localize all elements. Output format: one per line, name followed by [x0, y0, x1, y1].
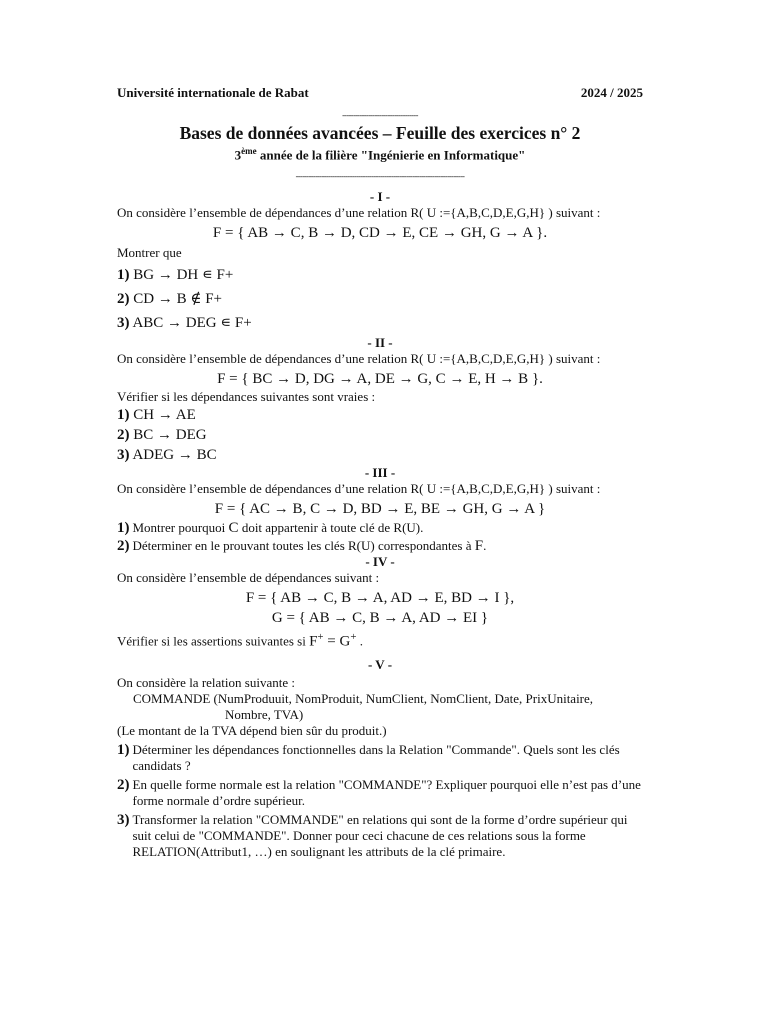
item-text: CH → AE	[133, 407, 196, 424]
academic-year: 2024 / 2025	[580, 85, 643, 100]
item-number: 2)	[117, 291, 130, 308]
exercise-1-intro: On considère l’ensemble de dépendances d’une relation R( U :={A,B,C,D,E,G,H} ) suivant :	[117, 205, 601, 221]
item-text	[133, 538, 644, 554]
separator-long: ------------------------------------------------------------------------------	[295, 172, 465, 182]
item-text-c: doit appartenir à toute clé de R(U).	[238, 520, 424, 536]
item-number: 1)	[117, 741, 130, 758]
item-text: Transformer la relation "COMMANDE" en relations qui sont de la forme d’ordre supérieur qui suit celui de "COMMANDE". Donner pour ceci chacune de ces relations sous la forme RELATION(Attribut1, …) en soulignant les attributs de la clé primaire.	[132, 811, 628, 859]
exercise-2-title: - II -	[367, 335, 393, 351]
item-number: 1)	[117, 267, 130, 284]
exercise-1-item-2	[117, 287, 643, 311]
exercise-1-item-3	[117, 311, 643, 335]
exercise-5-note: (Le montant de la TVA dépend bien sûr du produit.)	[117, 722, 387, 738]
item-text: En quelle forme normale est la relation "COMMANDE"? Expliquer pourquoi elle n’est pas d’une forme normale d’ordre supérieur.	[132, 776, 641, 808]
assertion-f: F	[309, 633, 318, 650]
header	[117, 84, 643, 102]
exercise-4	[117, 554, 643, 649]
item-number: 2)	[117, 776, 130, 793]
exercise-3-item-1	[117, 520, 643, 536]
item-text: BG → DH ∊ F+	[133, 267, 234, 284]
item-text: CD → B ∉ F+	[133, 291, 222, 308]
item-number: 2)	[117, 538, 130, 555]
exercise-2-formula: F = { BC → D, DG → A, DE → G, C → E, H → B }.	[217, 371, 543, 388]
item-number: 1)	[117, 520, 130, 537]
assertion-end: .	[356, 633, 363, 649]
relation-line-2: Nombre, TVA)	[225, 706, 304, 722]
exercise-5-intro: On considère la relation suivante :	[117, 674, 295, 690]
exercise-4-intro: On considère l’ensemble de dépendances suivant :	[117, 570, 380, 586]
assertion-g: = G	[323, 633, 351, 650]
exercise-5-item-3	[117, 812, 643, 860]
assertion-text: Vérifier si les assertions suivantes si	[117, 633, 310, 649]
exercise-2-item-1	[117, 405, 643, 425]
exercise-4-formula-f: F = { AB → C, B → A, AD → E, BD → I },	[245, 590, 515, 607]
exercise-2-item-2	[117, 425, 643, 445]
item-text-a: Déterminer en le prouvant toutes les clés R(U) correspondantes à	[132, 538, 475, 554]
page-subtitle	[117, 143, 643, 163]
separator-short: -----------------------------------	[342, 111, 418, 120]
exercise-3-item-2	[117, 538, 643, 554]
exercise-5-item-2	[117, 777, 643, 809]
item-number: 2)	[117, 427, 130, 444]
item-text: ABC → DEG ∊ F+	[132, 315, 252, 332]
item-number: 1)	[117, 407, 130, 424]
exercise-1-formula: F = { AB → C, B → D, CD → E, CE → GH, G → A }.	[212, 225, 548, 242]
exercise-4-title: - IV -	[365, 554, 395, 570]
page-title: Bases de données avancées – Feuille des exercices n° 2	[179, 123, 581, 143]
item-text-c: .	[483, 538, 487, 554]
subtitle-year: 3	[234, 147, 242, 163]
exercise-3-formula: F = { AC → B, C → D, BD → E, BE → GH, G → A }	[214, 501, 546, 518]
exercise-1	[117, 189, 643, 335]
exercise-5-title: - V -	[367, 656, 393, 672]
exercise-3-intro: On considère l’ensemble de dépendances d’une relation R( U :={A,B,C,D,E,G,H} ) suivant :	[117, 481, 601, 497]
item-text: ADEG → BC	[132, 447, 217, 464]
exercise-2-item-3	[117, 445, 643, 465]
exercise-2-intro: On considère l’ensemble de dépendances d’une relation R( U :={A,B,C,D,E,G,H} ) suivant :	[117, 351, 601, 367]
assertion-f-plus: +	[317, 631, 324, 644]
exercise-3-title: - III -	[364, 465, 396, 481]
exercise-4-assertion	[117, 629, 643, 649]
item-text: BC → DEG	[133, 427, 207, 444]
item-number: 3)	[117, 447, 130, 464]
exercise-5	[117, 657, 643, 860]
relation-line-1: COMMANDE (NumProduuit, NomProduit, NumClient, NomClient, Date, PrixUnitaire,	[133, 690, 594, 706]
exercise-1-title: - I -	[369, 189, 391, 205]
item-text: Déterminer les dépendances fonctionnelles dans la Relation "Commande". Quels sont les clés candidats ?	[132, 741, 620, 773]
exercise-2	[117, 335, 643, 465]
university-name: Université internationale de Rabat	[117, 85, 309, 100]
exercise-4-formula-g: G = { AB → C, B → A, AD → EI }	[271, 610, 489, 627]
subtitle-rest: année de la filière "Ingénierie en Informatique"	[256, 147, 526, 163]
exercise-2-prompt: Vérifier si les dépendances suivantes sont vraies :	[117, 389, 376, 405]
item-text	[133, 520, 644, 536]
item-text-b: F	[474, 538, 484, 555]
exercise-3	[117, 465, 643, 554]
item-number: 3)	[117, 315, 130, 332]
item-number: 3)	[117, 811, 130, 828]
item-text-b: C	[228, 520, 239, 537]
exercise-1-item-1	[117, 263, 643, 287]
exercise-1-prompt: Montrer que	[117, 245, 182, 261]
item-text-a: Montrer pourquoi	[132, 520, 229, 536]
assertion-g-plus: +	[350, 631, 357, 644]
exercise-5-item-1	[117, 742, 643, 774]
exercise-sheet	[117, 84, 643, 860]
subtitle-sup: ème	[241, 146, 257, 156]
